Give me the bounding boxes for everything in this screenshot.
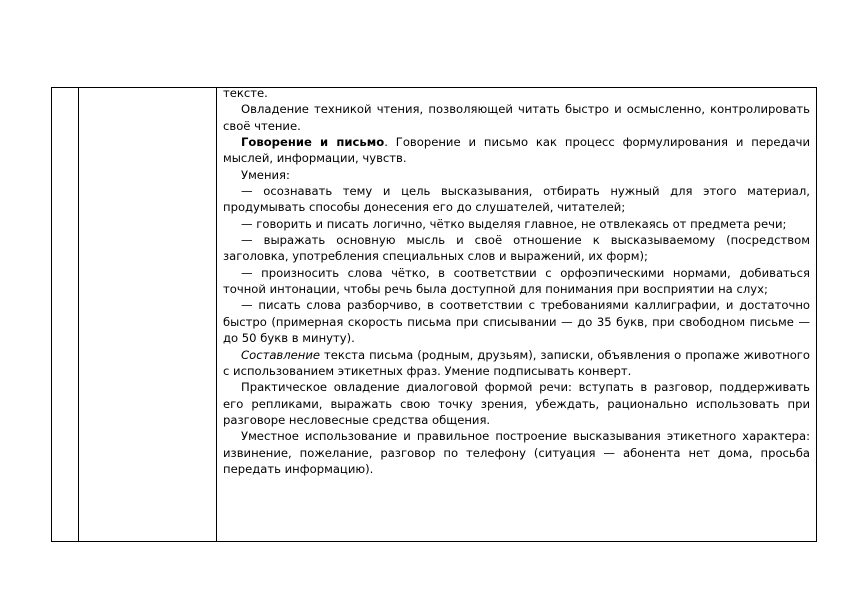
paragraph: — осознавать тему и цель высказывания, отбирать нужный для этого материал, продумывать способы донесения его до слушателей, читателей; (223, 184, 810, 215)
paragraph-text: . Говорение и письмо как процесс формулирования и передачи мыслей, информации, чувств. (223, 135, 810, 166)
bold-heading: Говорение и письмо (241, 135, 385, 150)
paragraph-text: текста письма (родным, друзьям), записки, объявления о пропаже животного с использованием этикетных фраз. Умение подписывать конверт. (223, 347, 810, 378)
paragraph: — писать слова разборчиво, в соответствии с требованиями каллиграфии, и достаточно быстро (примерная скорость письма при списывании — до 35 букв, при свободном письме — до 50 букв в минуту). (223, 298, 810, 346)
content-cell (217, 88, 817, 542)
paragraph: Овладение техникой чтения, позволяющей читать быстро и осмысленно, контролировать своё чтение. (223, 102, 810, 133)
paragraph (223, 347, 810, 380)
paragraph (223, 134, 810, 167)
paragraph: — говорить и писать логично, чётко выделяя главное, не отвлекаясь от предмета речи; (241, 216, 787, 231)
paragraph: Практическое овладение диалоговой формой речи: вступать в разговор, поддерживать его репликами, выражать свою точку зрения, убеждать, рационально использовать при разговоре несловесные средства общения. (223, 380, 810, 427)
content-table (51, 87, 817, 542)
italic-term: Составление (241, 347, 321, 362)
paragraph: — выражать основную мысль и своё отношение к высказываемому (посредством заголовка, употребления специальных слов и выражений, их форм); (223, 233, 810, 264)
number-cell (52, 88, 79, 542)
paragraph: тексте. (223, 86, 268, 100)
paragraph: Уместное использование и правильное построение высказывания этикетного характера: извинение, пожелание, разговор по телефону (ситуация — абонента нет дома, просьба передать информацию). (223, 429, 810, 476)
topic-cell (79, 88, 217, 542)
paragraph: — произносить слова чётко, в соответствии с орфоэпическими нормами, добиваться точной интонации, чтобы речь была доступной для понимания при восприятии на слух; (223, 265, 810, 297)
paragraph: Умения: (241, 167, 290, 182)
table-row (52, 88, 817, 542)
content-text (223, 85, 810, 477)
